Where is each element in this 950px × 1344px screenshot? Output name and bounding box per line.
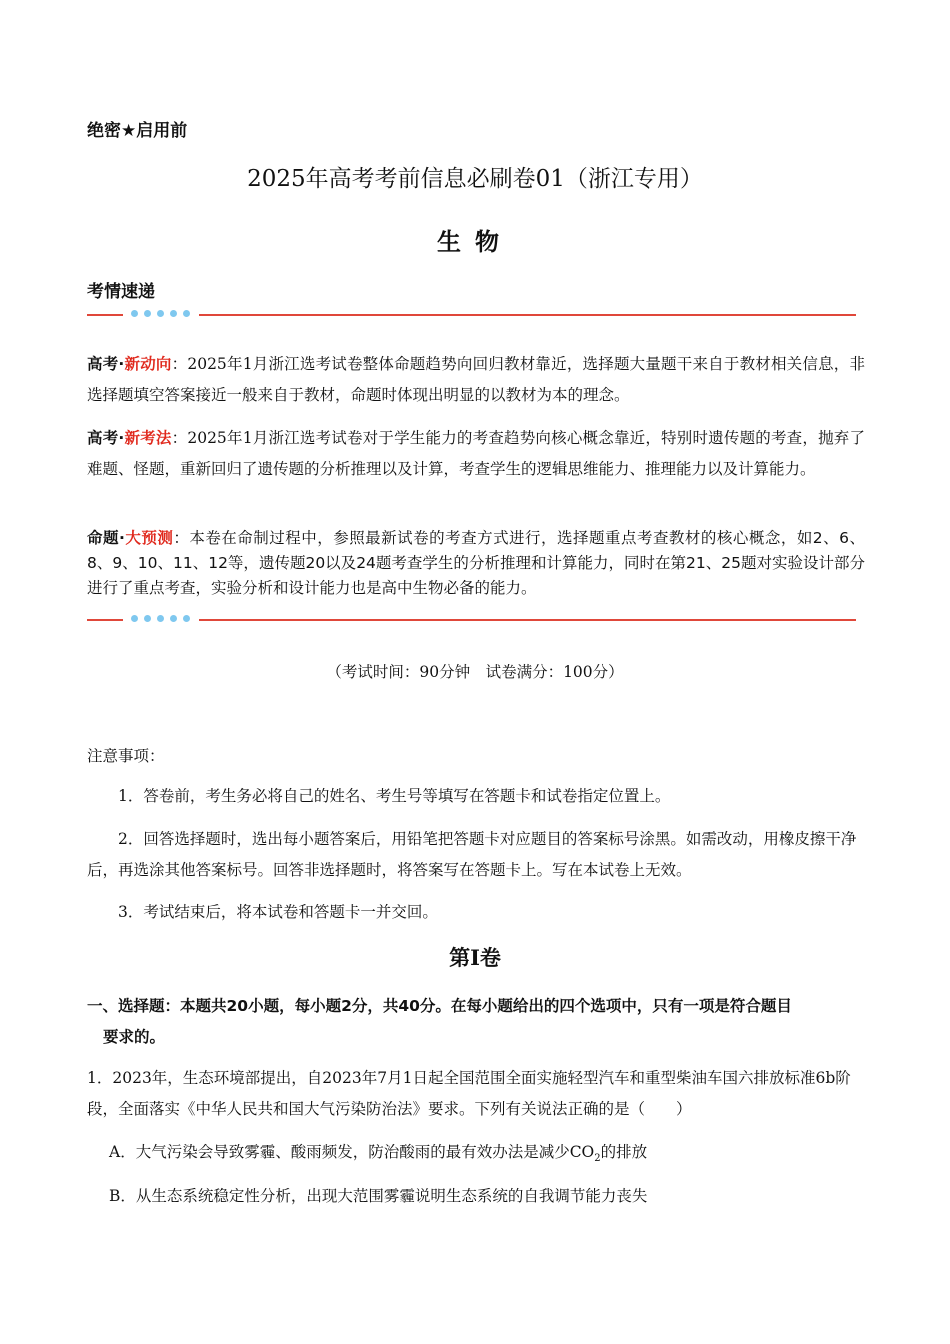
- note-item: 1．答卷前，考生务必将自己的姓名、考生号等填写在答题卡和试卷指定位置上。: [118, 787, 671, 805]
- divider-top: [87, 308, 856, 322]
- overview-item-method: 高考·新考法：2025年1月浙江选考试卷对于学生能力的考查趋势向核心概念靠近，特别时遗传题的考查，抛弃了难题、怪题，重新回归了遗传题的分析推理以及计算，考查学生的逻辑思维能力、推理能力以及计算能力。: [87, 429, 865, 478]
- notes-heading: 注意事项：: [87, 747, 165, 765]
- overview-label-highlight: 新动向: [124, 355, 172, 373]
- divider-bottom: [87, 613, 856, 627]
- overview-label: 高考·: [87, 355, 125, 373]
- note-item: 2．回答选择题时，选出每小题答案后，用铅笔把答题卡对应题目的答案标号涂黑。如需改动，用橡皮擦干净后，再选涂其他答案标号。回答非选择题时，将答案写在答题卡上。写在本试卷上无效。: [87, 830, 857, 879]
- overview-label: 高考·: [87, 429, 125, 447]
- page-title: 2025年高考考前信息必刷卷01（浙江专用）: [247, 166, 703, 192]
- overview-label-highlight: 大预测: [124, 529, 174, 547]
- question-stem: 1．2023年，生态环境部提出，自2023年7月1日起全国范围全面实施轻型汽车和重型柴油车国六排放标准6b阶段，全面落实《中华人民共和国大气污染防治法》要求。下列有关说法正确的是（ ）: [87, 1069, 851, 1118]
- volume-title: 第Ⅰ卷: [449, 945, 501, 970]
- confidential-mark: 绝密★启用前: [87, 121, 188, 141]
- note-item: 3．考试结束后，将本试卷和答题卡一并交回。: [118, 903, 438, 921]
- question-option-a: A．大气污染会导致雾霾、酸雨频发，防治酸雨的最有效办法是减少$CO_2$的排放: [109, 1143, 648, 1165]
- overview-heading: 考情速递: [87, 282, 155, 302]
- section-instructions: 一、选择题：本题共20小题，每小题2分，共40分。在每小题给出的四个选项中，只有一项是符合题目 要求的。: [87, 997, 792, 1046]
- overview-text: 2025年1月浙江选考试卷对于学生能力的考查趋势向核心概念靠近，特别时遗传题的考查，抛弃了难题、怪题，重新回归了遗传题的分析推理以及计算，考查学生的逻辑思维能力、推理能力以及计算能力。: [87, 429, 865, 478]
- overview-label: 命题·: [87, 529, 125, 547]
- overview-label-highlight: 新考法: [124, 429, 172, 447]
- overview-item-forecast: 命题·大预测：本卷在命制过程中，参照最新试卷的考查方式进行，选择题重点考查教材的核心概念，如2、6、8、9、10、11、12等，遗传题20以及24题考查学生的分析推理和计算能力，同时在第21、25题对实验设计部分进行了重点考查，实验分析和设计能力也是高中生物必备的能力。: [87, 529, 865, 597]
- overview-text: 2025年1月浙江选考试卷整体命题趋势向回归教材靠近，选择题大量题干来自于教材相关信息，非选择题填空答案接近一般来自于教材，命题时体现出明显的以教材为本的理念。: [87, 355, 865, 404]
- question-option-b: B．从生态系统稳定性分析，出现大范围雾霾说明生态系统的自我调节能力丧失: [109, 1187, 648, 1205]
- exam-info: （考试时间：90分钟 试卷满分：100分）: [326, 663, 624, 681]
- subject-title: 生物: [437, 227, 513, 256]
- overview-text: 本卷在命制过程中，参照最新试卷的考查方式进行，选择题重点考查教材的核心概念，如2、6、8、9、10、11、12等，遗传题20以及24题考查学生的分析推理和计算能力，同时在第21、25题对实验设计部分进行了重点考查，实验分析和设计能力也是高中生物必备的能力。: [87, 529, 865, 597]
- overview-item-trend: 高考·新动向：2025年1月浙江选考试卷整体命题趋势向回归教材靠近，选择题大量题干来自于教材相关信息，非选择题填空答案接近一般来自于教材，命题时体现出明显的以教材为本的理念。: [87, 355, 865, 404]
